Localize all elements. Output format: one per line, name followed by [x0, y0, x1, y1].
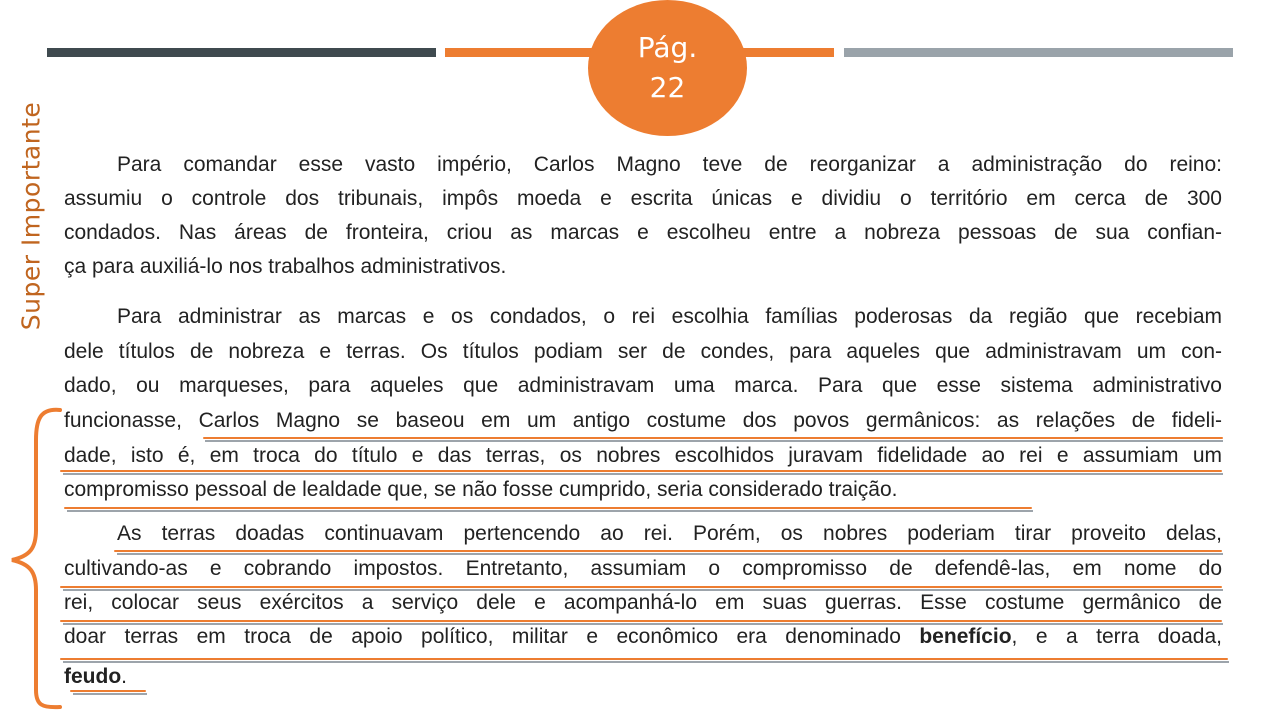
text-line: Para comandar esse vasto império, Carlos Magno teve de reorganizar a administração do reino: — [117, 153, 1222, 176]
header-bar-dark — [47, 48, 436, 57]
highlight-underline — [203, 437, 1223, 439]
underline-shadow — [63, 623, 1223, 625]
highlight-underline — [60, 658, 1228, 660]
page-number-badge — [588, 0, 747, 136]
term-beneficio: benefício — [919, 625, 1012, 648]
text-line: dele títulos de nobreza e terras. Os títulos podiam ser de condes, para aqueles que administravam um con- — [64, 340, 1222, 363]
text-line: As terras doadas continuavam pertencendo ao rei. Porém, os nobres poderiam tirar proveito delas, — [117, 522, 1222, 545]
text-line: cultivando-as e cobrando impostos. Entretanto, assumiam o compromisso de defendê-las, em nome do — [64, 557, 1222, 580]
underline-shadow — [73, 693, 147, 695]
text-line: compromisso pessoal de lealdade que, se não fosse cumprido, seria considerado traição. — [64, 478, 898, 501]
underline-shadow — [63, 589, 1223, 591]
text-run: doar terras em troca de apoio político, militar e econômico era denominado — [64, 625, 920, 648]
text-line: Para administrar as marcas e os condados, o rei escolhia famílias poderosas da região que recebiam — [117, 305, 1222, 328]
text-line: dado, ou marqueses, para aqueles que administravam uma marca. Para que esse sistema administrativo — [64, 374, 1222, 397]
header-bar-grey — [844, 48, 1233, 57]
underline-shadow — [63, 473, 1223, 475]
text-line: dade, isto é, em troca do título e das terras, os nobres escolhidos juravam fidelidade ao rei e assumiam um — [64, 444, 1222, 467]
underline-shadow — [67, 510, 1033, 512]
highlight-underline — [70, 690, 146, 692]
text-run: . — [121, 665, 127, 688]
text-line: assumiu o controle dos tribunais, impôs moeda e escrita únicas e dividiu o território em cerca de 300 — [64, 187, 1222, 210]
underline-shadow — [205, 440, 1223, 442]
highlight-underline — [60, 470, 1222, 472]
page-number: 22 — [649, 71, 686, 104]
text-line: ça para auxiliá-lo nos trabalhos administrativos. — [64, 255, 507, 278]
text-line: funcionasse, Carlos Magno se baseou em um antigo costume dos povos germânicos: as relações de fideli- — [64, 409, 1222, 432]
text-line: rei, colocar seus exércitos a serviço dele e acompanhá-lo em suas guerras. Esse costume germânico de — [64, 591, 1222, 614]
term-feudo: feudo — [64, 665, 122, 688]
text-line: condados. Nas áreas de fronteira, criou as marcas e escolheu entre a nobreza pessoas de sua confian- — [64, 221, 1222, 244]
highlight-underline — [114, 550, 1222, 552]
text-line — [64, 621, 1222, 653]
highlight-underline — [64, 507, 1032, 509]
text-run: , e a terra doada, — [1011, 625, 1222, 648]
page-label: Pág. — [637, 31, 698, 64]
underline-shadow — [117, 553, 1223, 555]
text-line — [64, 661, 1222, 693]
highlight-underline — [60, 620, 1222, 622]
highlight-underline — [60, 586, 1222, 588]
underline-shadow — [63, 661, 1229, 663]
super-important-label: Super Importante — [16, 101, 46, 331]
